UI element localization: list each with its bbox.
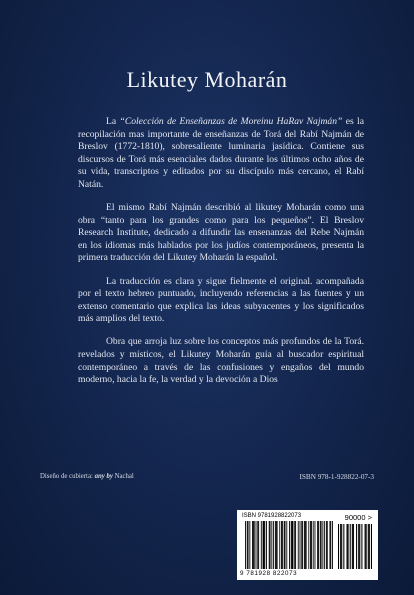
barcode-bar [304, 521, 305, 569]
barcode-bar [359, 524, 360, 569]
paragraph-1 [78, 116, 364, 192]
barcode-bar [293, 521, 294, 569]
barcode-bar [315, 521, 316, 569]
barcode-bar [276, 521, 277, 569]
barcode-bar [318, 521, 319, 569]
barcode-bar [284, 521, 285, 569]
barcode-bar [285, 521, 286, 569]
barcode-bar [320, 521, 321, 569]
barcode-bar [371, 524, 372, 569]
paragraph-1-rest: es la recopilación mas importante de enseñanzas de Torá del Rabí Najmán de Breslov (1772-1810), sobresaliente luminaria jasídica. Contiene sus discursos de Torá más esenciales dados durante los últimos ocho años de su vida, transcriptos y editados por su discípulo más cercano, el Rabí Natán. [78, 116, 364, 190]
barcode-bar [310, 521, 311, 569]
isbn-text: ISBN 978-1-928822-07-3 [299, 473, 374, 481]
barcode-bar [258, 521, 259, 569]
barcode-bar [263, 521, 264, 569]
barcode-bar [289, 521, 290, 569]
barcode-bar [301, 521, 302, 569]
barcode-bar [256, 521, 257, 569]
barcode-main-bars [245, 521, 333, 569]
barcode-bar [332, 521, 333, 569]
barcode-bar [329, 521, 330, 569]
barcode-bar [291, 521, 292, 569]
synopsis-text [78, 116, 364, 397]
barcode-bar [327, 521, 328, 569]
barcode-bar [264, 521, 265, 569]
paragraph-3 [78, 276, 364, 326]
barcode-bar [369, 524, 370, 569]
barcode-bar [295, 521, 296, 569]
barcode-bar [330, 521, 331, 569]
barcode-bar [352, 524, 353, 569]
book-title: Likutey Moharán [126, 67, 288, 92]
barcode-bar [300, 521, 301, 569]
designer-label: Diseño de cubierta: [40, 473, 93, 480]
barcode-bar [353, 524, 354, 569]
barcode-bar [294, 521, 295, 569]
designer-name: Nachal [114, 473, 134, 480]
barcode-bar [249, 521, 250, 569]
paragraph-3-text: La traducción es clara y sigue fielmente el original. acompañada por el texto hebreo puntuado, incluyendo referencias a las fuentes y un extenso comentario que explica las ideas subyacentes y los significados más amplios del texto. [78, 275, 364, 325]
barcode-bar [348, 524, 349, 569]
designer-signature: any by [94, 473, 113, 480]
cover-designer-credit [40, 473, 134, 480]
barcode-addon-bars [338, 524, 372, 569]
barcode-bar [292, 521, 293, 569]
barcode-bar [254, 521, 255, 569]
barcode-bar [266, 521, 267, 569]
barcode-bar [279, 521, 280, 569]
barcode-bar [269, 521, 270, 569]
barcode-bar [277, 521, 278, 569]
paragraph-2 [78, 202, 364, 265]
barcode-bar [306, 521, 307, 569]
barcode-bar [347, 524, 348, 569]
paragraph-1-italic-title: “Colección de Enseñanzas de Moreinu HaRav Najmán” [119, 116, 343, 127]
barcode-bar [321, 521, 322, 569]
barcode-bar [302, 521, 303, 569]
barcode-bar [341, 524, 342, 569]
barcode-bar [361, 524, 362, 569]
paragraph-1-start: La [106, 116, 120, 127]
barcode-bar [257, 521, 258, 569]
barcode-bar [326, 521, 327, 569]
barcode-isbn-label: ISBN 9781928822073 [242, 513, 302, 519]
barcode-bar [356, 524, 357, 569]
barcode-bar [343, 524, 344, 569]
barcode-bar [313, 521, 314, 569]
barcode-bar [281, 521, 282, 569]
barcode-panel [237, 510, 378, 580]
barcode-bar [358, 524, 359, 569]
barcode-bar [324, 521, 325, 569]
barcode-bar [248, 521, 249, 569]
barcode-price-code: 90000 > [344, 513, 372, 522]
barcode-bar [365, 524, 366, 569]
barcode-bar [298, 521, 299, 569]
paragraph-4 [78, 336, 364, 386]
barcode-bar [261, 521, 262, 569]
barcode-bar [350, 524, 351, 569]
barcode-bar [252, 521, 253, 569]
barcode-bar [273, 521, 274, 569]
barcode-digits: 9 781928 822073 [240, 570, 298, 577]
paragraph-4-text: Obra que arroja luz sobre los conceptos más profundos de la Torá. revelados y místicos, el Likutey Moharán guía al buscador espiritual contemporáneo a través de las confusiones y engaños del mundo moderno, hacia la fe, la verdad y la devoción a Dios [78, 336, 364, 386]
barcode-bar [245, 521, 246, 569]
barcode-bar [368, 524, 369, 569]
paragraph-2-text: El mismo Rabí Najmán describió al likutey Moharán como una obra “tanto para los grandes como para los pequeños”. El Breslov Research Institute, dedicado a difundir las ensenanzas del Rebe Najmán en los idiomas más hablados por los judíos contemporáneos, presenta la primera traducción del Likutey Moharán la español. [78, 202, 364, 264]
barcode-bar [338, 524, 339, 569]
barcode-bar [311, 521, 312, 569]
barcode-bar [305, 521, 306, 569]
barcode-bar [308, 521, 309, 569]
barcode-bar [253, 521, 254, 569]
barcode-bar [282, 521, 283, 569]
barcode-bar [366, 524, 367, 569]
barcode-bar [322, 521, 323, 569]
barcode-bar [275, 521, 276, 569]
barcode-bar [270, 521, 271, 569]
barcode-bar [263, 521, 264, 569]
barcode-bar [340, 524, 341, 569]
barcode-bar [271, 521, 272, 569]
barcode-bar [317, 521, 318, 569]
barcode-bar [286, 521, 287, 569]
barcode-bar [247, 521, 248, 569]
